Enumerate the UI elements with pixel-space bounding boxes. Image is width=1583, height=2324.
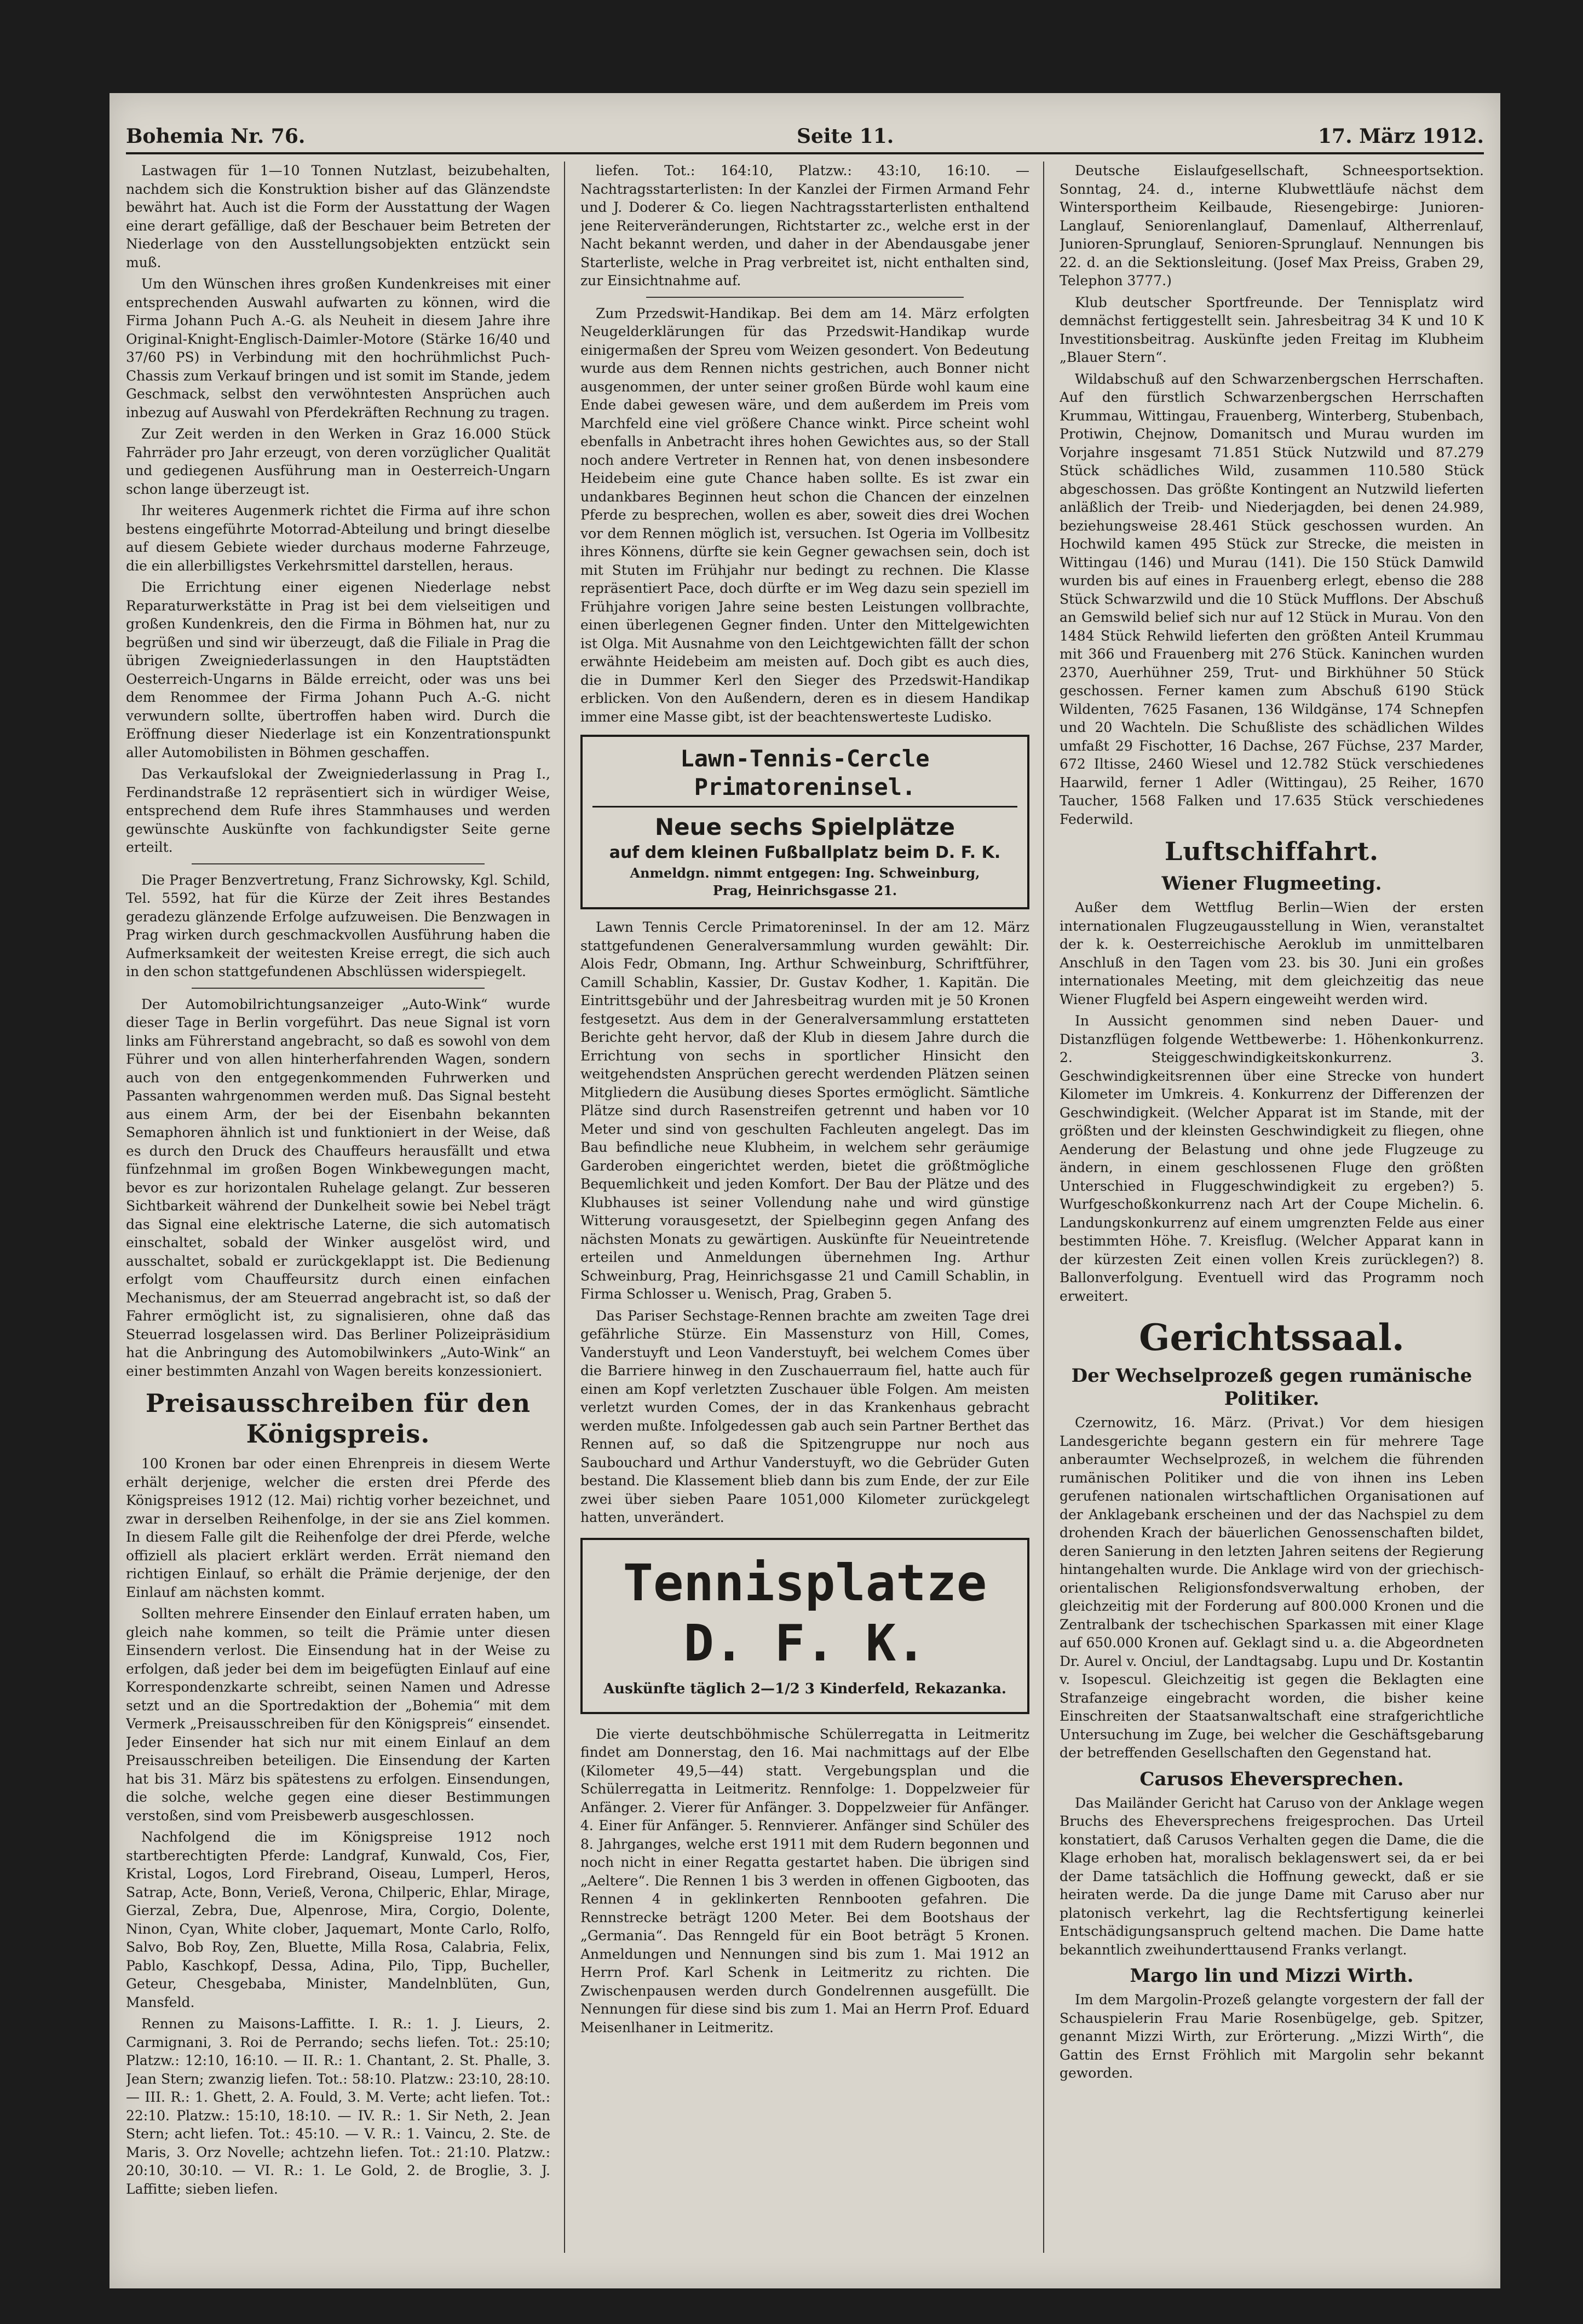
- separator: [192, 863, 485, 864]
- page-number: Seite 11.: [797, 125, 894, 148]
- section-heading: Preisausschreiben für den Königspreis.: [145, 1388, 531, 1449]
- article-paragraph: 100 Kronen bar oder einen Ehrenpreis in diesem Werte erhält derjenige, welcher die ersten drei Pferde des Königspreises 1912 (12. Mai) richtig vorher bezeichnet, und zwar in derselben Reihenfolge, in der sie ans Ziel kommen. In diesem Falle gilt die Reihenfolge der drei Pferde, welche offiziell als placiert erklärt werden. Errät niemand den richtigen Einlauf, so erhält die Prämie derjenige, der den Einlauf am nächsten kommt.: [126, 1456, 550, 1600]
- advertisement-tennisplatze: [580, 1538, 1029, 1714]
- article-paragraph: Um den Wünschen ihres großen Kundenkreises mit einer entsprechenden Auswahl aufwarten zu können, wird die Firma Johann Puch A.-G. als Neuheit in diesem Jahre ihre Original-Knight-Englisch-Daimler-Motore (Stärke 16/40 und 37/60 PS) in Verbindung mit den hochrühmlichst Puch-Chassis zum Verkauf bringen und ist somit im Stande, jedem Geschmack, selbst den verwöhntesten Ansprüchen auch inbezug auf Auswahl von Pferdekräften Rechnung zu tragen.: [126, 276, 550, 420]
- article-paragraph: Das Mailänder Gericht hat Caruso von der Anklage wegen Bruchs des Eheversprechens freigesprochen. Das Urteil konstatiert, daß Carusos Verhalten gegen die Dame, die die Klage erhoben hat, moralisch beklagenswert sei, da er bei der Dame tatsächlich die Hoffnung geweckt, daß er sie heiraten werde. Da die junge Dame mit Caruso aber nur platonisch verkehrt, lag die Rechtsfertigung keinerlei Entschädigungsanspruch geltend machen. Die Dame hatte bekanntlich zweihunderttausend Franks verlangt.: [1060, 1795, 1484, 1958]
- article-paragraph: Außer dem Wettflug Berlin—Wien der ersten internationalen Flugzeugausstellung in Wien, veranstaltet der k. k. Oesterreichische Aeroklub im unmittelbaren Anschluß in den Tagen vom 23. bis 30. Juni ein großes internationales Meeting, mit dem gleichzeitig das neue Wiener Flugfeld bei Aspern eingeweiht werden wird.: [1060, 899, 1484, 1007]
- separator: [192, 988, 485, 989]
- article-paragraph: Das Verkaufslokal der Zweigniederlassung in Prag I., Ferdinandstraße 12 repräsentiert sich in würdiger Weise, entsprechend dem Rufe ihres Stammhauses und werden gewünschte Auskünfte von fachkundigster Seite gerne erteilt.: [126, 766, 550, 855]
- section-heading-luftschiffahrt: Luftschiffahrt.: [1165, 837, 1379, 866]
- article-paragraph: liefen. Tot.: 164:10, Platzw.: 43:10, 16:10. — Nachtragsstarterlisten: In der Kanzlei der Firmen Armand Fehr und J. Doderer & Co. liegen Nachtragsstarterlisten enthaltend jene Reiterveränderungen, Richtstarter zc., welche erst in der Nacht bekannt werden, und daher in der Abendausgabe jener Starterliste, welche in Prag verbreitet ist, nicht enthalten sind, zur Einsichtnahme auf.: [580, 163, 1029, 289]
- article-paragraph: Czernowitz, 16. März. (Privat.) Vor dem hiesigen Landesgerichte begann gestern ein für mehrere Tage anberaumter Wechselprozeß, in welchem die führenden rumänischen Politiker und die von ihnen ins Leben gerufenen nationalen wirtschaftlichen Organisationen auf der Anklagebank erscheinen und der das Nachspiel zu dem drohenden Krach der bäuerlichen Genossenschaften bildet, deren Sanierung in den letzten Jahren seitens der Regierung hintangehalten wurde. Die Anklage wird von der griechisch-orientalischen Religionsfondsverwaltung erhoben, der gleichzeitig mit der Forderung auf 800.000 Kronen und die Zentralbank der tschechischen Sparkassen mit einer Klage auf 650.000 Kronen auf. Geklagt sind u. a. die Abgeordneten Dr. Aurel v. Onciul, der Landtagsabg. Lupu und Dr. Kostantin v. Isopescul. Gleichzeitig ist gegen die Beklagten eine Strafanzeige eingebracht worden, die bisher keine Einschreiten der Staatsanwaltschaft eine strafgerichtliche Untersuchung im Zuge, bei welcher die Geschäftsgebarung der betreffenden Gesellschaften den Gegenstand hat.: [1060, 1415, 1484, 1761]
- article-paragraph: Deutsche Eislaufgesellschaft, Schneesportsektion. Sonntag, 24. d., interne Klubwettläufe nächst dem Wintersportheim Keilbaude, Riesengebirge: Junioren-Langlauf, Seniorenlanglauf, Damenlauf, Altherrenlauf, Junioren-Sprunglauf, Senioren-Sprunglauf. Nennungen bis 22. d. an die Sektionsleitung. (Josef Max Preiss, Graben 29, Telephon 3777.): [1060, 163, 1484, 289]
- ad-contact: Anmeldgn. nimmt entgegen: Ing. Schweinburg,: [630, 865, 980, 881]
- header-rule: [126, 152, 1484, 154]
- separator: [646, 297, 964, 298]
- column-2: [580, 162, 1029, 2040]
- ad-line: auf dem kleinen Fußballplatz beim D. F. K.: [609, 843, 1001, 862]
- article-paragraph: Die Errichtung einer eigenen Niederlage nebst Reparaturwerkstätte in Prag ist bei dem vielseitigen und großen Kundenkreis, den die Firma in Böhmen hat, nur zu begrüßen und sind wir überzeugt, daß die Filiale in Prag die übrigen Zweigniederlassungen in den Hauptstädten Oesterreich-Ungarns in Bälde erreicht, oder was uns bei dem Renommee der Firma Johann Puch A.-G. nicht verwundern sollte, übertroffen haben wird. Durch die Eröffnung dieser Niederlage ist ein Konzentrationspunkt aller Automobilisten in Böhmen geschaffen.: [126, 579, 550, 760]
- advertisement-tennis-cercle: [580, 735, 1029, 909]
- article-paragraph: Zum Przedswit-Handikap. Bei dem am 14. März erfolgten Neugelderklärungen für das Przedswit-Handikap wurde einigermaßen der Spreu vom Weizen gesondert. Von Bedeutung wurde aus dem Rennen nichts gestrichen, auch Bonner nicht ausgenommen, der unter seiner großen Bürde wohl kaum eine Ende dabei gewesen wäre, und dem außerdem im Preis vom Marchfeld eine viel größere Chance winkt. Pirce scheint wohl ebenfalls in Anbetracht ihres hohen Gewichtes aus, so der Stall noch andere Vertreter in Rennen hat, von denen insbesondere Heidebeim eine gute Chance haben sollte. Es ist zwar ein undankbares Beginnen heut schon die Chancen der einzelnen Pferde zu besprechen, wollen es aber, soweit dies drei Wochen vor dem Rennen möglich ist, versuchen. Ist Ogeria im Vollbesitz ihres Könnens, dürfte sie kein Gegner gewachsen sein, doch ist mit Stuten im Frühjahr nur bedingt zu rechnen. Die Klasse repräsentiert Pace, doch dürfte er im Weg dazu sein speziell im Frühjahre vorigen Jahre seine besten Leistungen vollbrachte, einen überlegenen Gegner finden. Unter den Mittelgewichten ist Olga. Mit Ausnahme von den Leichtgewichten fällt der schon erwähnte Heidebeim am meisten auf. Doch gibt es auch dies, die in Dummer Kerl den Sieger des Przedswit-Handikap erblicken. Von den Außendern, deren es in diesem Handikap immer eine Masse gibt, ist der beachtenswerteste Ludisko.: [580, 305, 1029, 725]
- ad-address: Prag, Heinrichsgasse 21.: [712, 883, 897, 898]
- paper-name: Bohemia Nr. 76.: [126, 125, 306, 148]
- subheading-wechselprozess: Der Wechselprozeß gegen rumänische Politiker.: [1071, 1365, 1472, 1410]
- article-paragraph: Die vierte deutschböhmische Schülerregatta in Leitmeritz findet am Donnerstag, den 16. Mai nachmittags auf der Elbe (Kilometer 49,5—44) statt. Vergebungsplan und die Schülerregatta in Leitmeritz. Rennfolge: 1. Doppelzweier für Anfänger. 2. Vierer für Anfänger. 3. Doppelzweier für Anfänger. 4. Einer für Anfänger. 5. Rennvierer. Anfänger sind Schüler des 8. Jahrganges, welche erst 1911 mit dem Rudern begonnen und noch nicht in einer Regatta gestartet haben. Die übrigen sind „Aeltere“. Die Rennen 1 bis 3 werden in offenen Gigbooten, das Rennen 4 in geklinkerten Rennbooten gefahren. Die Rennstrecke beträgt 1200 Meter. Bei dem Bootshaus der „Germania“. Das Renngeld für ein Boot beträgt 5 Kronen. Anmeldungen und Nennungen sind bis zum 1. Mai 1912 an Herrn Prof. Karl Schenk in Leitmeritz zu richten. Die Zwischenpausen werden durch Gondelrennen ausgefüllt. Die Nennungen für diese sind bis zum 1. Mai an Herrn Prof. Eduard Meisenlhaner in Leitmeritz.: [580, 1726, 1029, 2035]
- column-divider-2: [1043, 162, 1044, 2253]
- article-paragraph: Die Prager Benzvertretung, Franz Sichrowsky, Kgl. Schild, Tel. 5592, hat für die Kürze der Zeit ihres Bestandes geradezu glänzende Erfolge aufzuweisen. Die Benzwagen in Prag wirken durch geschmackvollen Ausführung haben die Aufmerksamkeit der weitesten Kreise erregt, die sich auch in den schon stattgefundenen Abschlüssen widerspiegelt.: [126, 872, 550, 979]
- article-paragraph: Der Automobilrichtungsanzeiger „Auto-Wink“ wurde dieser Tage in Berlin vorgeführt. Das neue Signal ist vorn links am Führerstand angebracht, so daß es sowohl von dem Führer und von allen hinterherfahrenden Wagen, sondern auch von den entgegenkommenden Fuhrwerken und Passanten wahrgenommen werden muß. Das Signal besteht aus einem Arm, der bei der Eisenbahn bekannten Semaphoren ähnlich ist und funktioniert in der Weise, daß es durch den Druck des Chauffeurs herausfällt und etwa fünfzehnmal im großen Bogen Winkbewegungen macht, bevor es zur horizontalen Ruhelage gelangt. Zur besseren Sichtbarkeit während der Dunkelheit sowie bei Nebel trägt das Signal eine elektrische Laterne, die sich automatisch einschaltet, sobald der Winker ausgelöst wird, und ausschaltet, sobald er zurückgeklappt ist. Die Bedienung erfolgt vom Chauffeursitz durch einen einfachen Mechanismus, der am Steuerrad angebracht ist, so daß der Fahrer ermöglicht ist, zu signalisieren, ohne daß das Steuerrad losgelassen wird. Das Berliner Polizeipräsidium hat die Anbringung des Automobilwinkers „Auto-Wink“ an einer bestimmten Anzahl von Wagen bereits konzessioniert.: [126, 996, 550, 1379]
- article-paragraph: Lastwagen für 1—10 Tonnen Nutzlast, beizubehalten, nachdem sich die Konstruktion bisher auf das Glänzendste bewährt hat. Auch ist die Form der Ausstattung der Wagen eine derart gefällige, daß der Beschauer beim Betreten der Niederlage von den Ausstellungsobjekten entzückt sein muß.: [126, 163, 550, 270]
- newspaper-page: [110, 93, 1500, 2288]
- article-paragraph: Zur Zeit werden in den Werken in Graz 16.000 Stück Fahrräder pro Jahr erzeugt, von deren vorzüglicher Qualität und gediegenen Ausführung man in Oesterreich-Ungarn schon lange überzeugt ist.: [126, 426, 550, 497]
- column-3: [1060, 162, 1484, 2086]
- article-paragraph: Rennen zu Maisons-Laffitte. I. R.: 1. J. Lieurs, 2. Carmignani, 3. Roi de Perrando; sechs liefen. Tot.: 25:10; Platzw.: 12:10, 16:10. — II. R.: 1. Chantant, 2. St. Phalle, 3. Jean Stern; zwanzig liefen. Tot.: 58:10. Platzw.: 23:10, 28:10. — III. R.: 1. Ghett, 2. A. Fould, 3. M. Verte; acht liefen. Tot.: 22:10. Platzw.: 15:10, 18:10. — IV. R.: 1. Sir Neth, 2. Jean Stern; acht liefen. Tot.: 45:10. — V. R.: 1. Vaincu, 2. Ste. de Maris, 3. Orz Novelle; achtzehn liefen. Tot.: 21:10. Platzw.: 20:10, 30:10. — VI. R.: 1. Le Gold, 2. de Broglie, 3. J. Laffitte; sieben liefen.: [126, 2016, 550, 2197]
- ad-title: Tennisplatze D. F. K.: [623, 1553, 987, 1673]
- article-paragraph: Wildabschuß auf den Schwarzenbergschen Herrschaften. Auf den fürstlich Schwarzenbergschen Herrschaften Krummau, Wittingau, Frauenberg, Winterberg, Stubenbach, Protiwin, Chejnow, Domanitsch und Murau wurden im Vorjahre insgesamt 71.851 Stück Nutzwild und 87.279 Stück schädliches Wild, zusammen 110.580 Stück abgeschossen. Das größte Kontingent an Nutzwild lieferten anläßlich der Treib- und Niederjagden, bei denen 24.989, beziehungsweise 28.461 Stück geschossen wurden. An Hochwild kamen 495 Stück zur Strecke, die meisten in Wittingau (146) und Murau (141). Die 150 Stück Damwild wurden bis auf eines in Frauenberg erlegt, ebenso die 288 Stück Schwarzwild und die 10 Stück Mufflons. Der Abschuß an Gemswild belief sich nur auf 12 Stück in Murau. Von den 1484 Stück Rehwild lieferten den größten Anteil Krummau mit 366 und Frauenberg mit 276 Stück. Kaninchen wurden 2370, Auerhühner 259, Trut- und Birkhühner 50 Stück geschossen. Ferner kamen zum Abschuß 6190 Stück Wildenten, 7625 Fasanen, 136 Wildgänse, 174 Schnepfen und 20 Wachteln. Die Schußliste des schädlichen Wildes umfaßt 29 Fischotter, 16 Dachse, 267 Füchse, 237 Marder, 672 Iltisse, 2460 Wiesel und 12.782 Stück verschiedenes Haarwild, ferner 1 Adler (Wittingau), 25 Reiher, 1670 Taucher, 1568 Falken und 17.635 Stück verschiedenes Federwild.: [1060, 371, 1484, 827]
- subheading-margolin: Margo lin und Mizzi Wirth.: [1130, 1965, 1414, 1987]
- ad-headline: Neue sechs Spielplätze: [655, 814, 955, 840]
- article-paragraph: Lawn Tennis Cercle Primatoreninsel. In der am 12. März stattgefundenen Generalversammlung wurden gewählt: Dir. Alois Fedr, Obmann, Ing. Arthur Schweinburg, Schriftführer, Camill Schablin, Kassier, Dr. Gustav Kodher, 1. Kapitän. Die Eintrittsgebühr und der Jahresbeitrag wurden mit je 50 Kronen festgesetzt. Aus dem in der Generalversammlung erstatteten Berichte geht hervor, daß der Klub in diesem Jahre durch die Errichtung von sechs in sportlicher Hinsicht den weitgehendsten Ansprüchen gerecht werdenden Plätzen seinen Mitgliedern die Ausübung dieses Sportes ermöglicht. Sämtliche Plätze sind durch Rasenstreifen getrennt und haben vor 10 Meter und sind von geschulten Fachleuten angelegt. Das im Bau befindliche neue Klubheim, in welchem sehr geräumige Garderoben eingerichtet werden, bietet die größtmögliche Bequemlichkeit und jeden Komfort. Der Bau der Plätze und des Klubhauses ist seiner Vollendung nahe und wird günstige Witterung vorausgesetzt, der Spielbeginn gegen Anfang des nächsten Monats zu gewärtigen. Auskünfte für Neueintretende erteilen und Anmeldungen übernehmen Ing. Arthur Schweinburg, Prag, Heinrichsgasse 21 und Camill Schablin, in Firma Schlosser u. Wenisch, Prag, Graben 5.: [580, 919, 1029, 1302]
- article-paragraph: Sollten mehrere Einsender den Einlauf erraten haben, um gleich nahe kommen, so teilt die Prämie unter diesen Einsendern verlost. Die Einsendung hat in der Weise zu erfolgen, daß jeder bei dem im beigefügten Einlauf auf eine Korrespondenzkarte schreibt, seinen Namen und Adresse setzt und an die Sportredaktion der „Bohemia“ mit dem Vermerk „Preisausschreiben für den Königspreis“ einsendet. Jeder Einsender hat sich nur mit einem Einlauf an dem Preisausschreiben beteiligen. Die Einsendung der Karten hat bis 31. März bis spätestens zu erfolgen. Einsendungen, die solche, welche gegen eine dieser Bestimmungen verstoßen, sind vom Preisbewerb ausgeschlossen.: [126, 1606, 550, 1824]
- issue-date: 17. März 1912.: [1317, 125, 1484, 148]
- column-divider-1: [564, 162, 565, 2253]
- article-paragraph: Nachfolgend die im Königspreise 1912 noch startberechtigten Pferde: Landgraf, Kunwald, Cos, Fier, Kristal, Logos, Lord Firebrand, Oiseau, Lumperl, Heros, Satrap, Acte, Bonn, Verieß, Verona, Chilperic, Ehlar, Mirage, Gierzal, Zebra, Due, Alpenrose, Mira, Corgio, Dolente, Ninon, Cyan, White clober, Jaquemart, Monte Carlo, Rolfo, Salvo, Bob Roy, Zen, Bluette, Milla Rosa, Calabria, Felix, Pablo, Kaschkopf, Dessa, Adina, Pilo, Tipp, Bucheller, Geteur, Chesgebaba, Minister, Mandelnblüten, Gun, Mansfeld.: [126, 1829, 550, 2010]
- article-paragraph: Klub deutscher Sportfreunde. Der Tennisplatz wird demnächst fertiggestellt sein. Jahresbeitrag 34 K und 10 K Investitionsbeitrag. Auskünfte jeden Freitag im Klubheim „Blauer Stern“.: [1060, 294, 1484, 365]
- ad-line: Auskünfte täglich 2—1/2 3 Kinderfeld, Rekazanka.: [603, 1680, 1006, 1697]
- subheading-flugmeeting: Wiener Flugmeeting.: [1161, 873, 1382, 895]
- subheading-caruso: Carusos Eheversprechen.: [1139, 1768, 1404, 1790]
- article-paragraph: Das Pariser Sechstage-Rennen brachte am zweiten Tage drei gefährliche Stürze. Ein Massensturz von Hill, Comes, Vanderstuyft und Leon Vanderstuyft, bei welchem Comes über die Barriere hinweg in den Zuschauerraum fiel, hatte auch für einen am Kopf verletzten Zuschauer üble Folgen. Am meisten verletzt wurden Comes, der in das Krankenhaus gebracht werden mußte. Infolgedessen gab auch sein Partner Berthet das Rennen auf, so daß die Spitzengruppe nur noch aus Saubouchard und Arthur Vanderstuyft, wo die Gebrüder Guten bestand. Die Klassement blieb dann bis zum Ende, der zur Eile zwei über sieben Paare 1051,000 Kilometer zurückgelegt hatten, unverändert.: [580, 1307, 1029, 1525]
- article-paragraph: In Aussicht genommen sind neben Dauer- und Distanzflügen folgende Wettbewerbe: 1. Höhenkonkurrenz. 2. Steiggeschwindigkeitskonkurrenz. 3. Geschwindigkeitsrennen über eine Strecke von hundert Kilometer im Umkreis. 4. Konkurrenz der Differenzen der Geschwindigkeit. (Welcher Apparat ist im Stande, mit der größten und der kleinsten Geschwindigkeit zu fliegen, ohne Aenderung der Belastung und ohne jede Flugzeuge zu ändern, in einem geschlossenen Fluge den größten Unterschied in Fluggeschwindigkeit zu ergeben?) 5. Wurfgeschoßkonkurrenz nach Art der Coupe Michelin. 6. Landungskonkurrenz auf einem umgrenzten Felde aus einer bestimmten Höhe. 7. Kreisflug. (Welcher Apparat kann in der kürzesten Zeit einen vollen Kreis zurücklegen?) 8. Ballonverfolgung. Eventuell wird das Programm noch erweitert.: [1060, 1013, 1484, 1304]
- article-paragraph: Im dem Margolin-Prozeß gelangte vorgestern der fall der Schauspielerin Frau Marie Rosenbügelge, geb. Spitzer, genannt Mizzi Wirth, zur Erörterung. „Mizzi Wirth“, die Gattin des Ernst Fröhlich mit Margolin sehr bekannt geworden.: [1060, 1992, 1484, 2081]
- ad-title: Lawn-Tennis-Cercle Primatoreninsel.: [592, 745, 1017, 808]
- column-1: [126, 162, 550, 2201]
- section-heading-gerichtssaal: Gerichtssaal.: [1139, 1316, 1404, 1359]
- article-paragraph: Ihr weiteres Augenmerk richtet die Firma auf ihre schon bestens eingeführte Motorrad-Abteilung und bringt dieselbe auf diesem Gebiete wieder durchaus moderne Fahrzeuge, die ein allerbilligstes Verkehrsmittel darstellen, heraus.: [126, 503, 550, 574]
